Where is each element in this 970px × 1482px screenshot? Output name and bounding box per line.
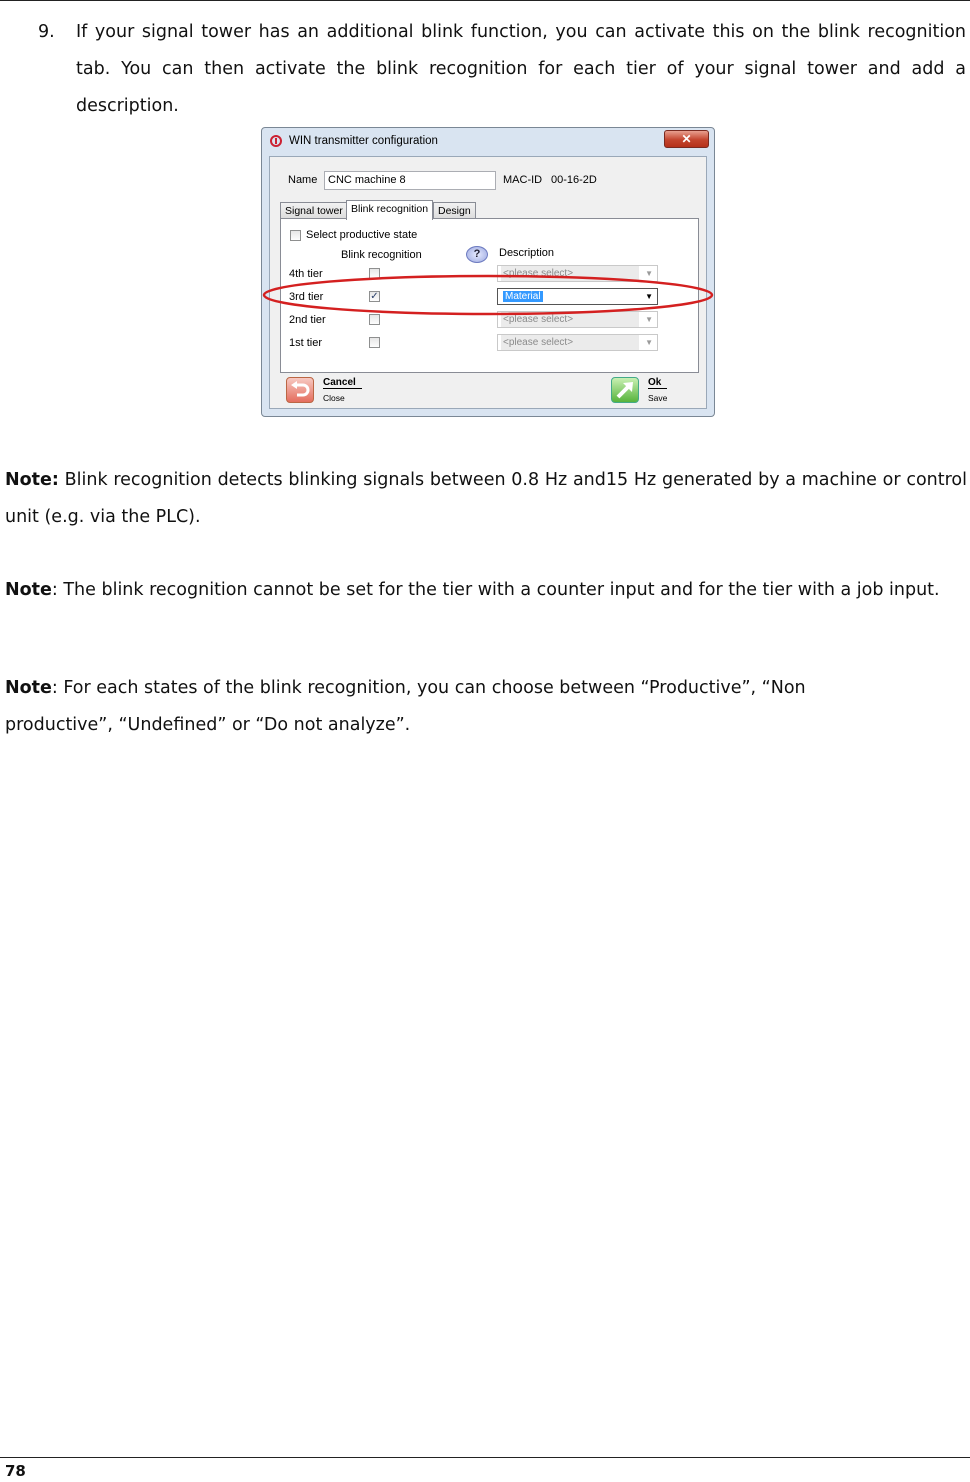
column-description: Description xyxy=(499,247,555,259)
tab-blink-recognition[interactable]: Blink recognition xyxy=(346,200,433,220)
dialog-titlebar xyxy=(262,128,714,156)
step-number: 9. xyxy=(38,22,55,42)
note-2-text: : The blink recognition cannot be set for the tier with a counter input and for the tier with a job input. xyxy=(51,580,940,600)
tier-3-checkbox[interactable]: ✓ xyxy=(370,291,379,302)
tier-2-label: 2nd tier xyxy=(289,314,326,326)
select-productive-label: Select productive state xyxy=(306,229,418,241)
tier-4-label: 4th tier xyxy=(289,268,323,280)
note-3 xyxy=(5,670,905,744)
name-label: Name xyxy=(288,174,318,186)
highlight-ellipse xyxy=(262,273,714,317)
chevron-down-icon: ▼ xyxy=(645,292,653,301)
cancel-label[interactable]: Cancel xyxy=(323,377,362,389)
step-text: If your signal tower has an additional blink function, you can activate this on the blink recognition tab. You can then activate the blink recognition for each tier of your signal tower and add a description. xyxy=(76,22,966,116)
cancel-sub-label: Close xyxy=(323,393,345,403)
name-field[interactable]: CNC machine 8 xyxy=(324,171,496,190)
tab-signal-tower[interactable]: Signal tower xyxy=(280,202,348,219)
help-icon[interactable]: ? xyxy=(466,246,488,263)
arrow-up-right-icon xyxy=(615,381,635,399)
close-button[interactable]: ✕ xyxy=(664,130,709,148)
note-2 xyxy=(5,572,967,609)
top-rule xyxy=(0,0,970,1)
dialog-title: WIN transmitter configuration xyxy=(289,135,438,147)
note-1 xyxy=(5,462,967,536)
chevron-down-icon: ▼ xyxy=(645,269,653,278)
ok-button[interactable] xyxy=(611,377,639,403)
tier-1-description-select[interactable] xyxy=(497,334,658,351)
note-3-prefix: Note xyxy=(5,678,52,698)
select-productive-checkbox[interactable] xyxy=(290,230,301,241)
tier-1-label: 1st tier xyxy=(289,337,323,349)
ok-sub-label: Save xyxy=(648,393,668,403)
note-3-text: : For each states of the blink recognition, you can choose between “Productive”, “Non productive”, “Undefined” or “Do not analyze”. xyxy=(5,678,806,735)
note-1-prefix: Note: xyxy=(5,470,59,490)
tier-1-description-value: <please select> xyxy=(501,335,639,350)
tier-3-description-value: Material xyxy=(505,291,541,302)
tier-2-description-value: <please select> xyxy=(501,312,639,327)
page-number: 78 xyxy=(5,1462,26,1480)
ok-label[interactable]: Ok xyxy=(648,377,667,389)
app-logo-icon xyxy=(270,135,282,147)
bottom-rule xyxy=(0,1457,970,1458)
note-2-prefix: Note xyxy=(5,580,52,600)
mac-label: MAC-ID xyxy=(503,174,543,186)
tier-3-label: 3rd tier xyxy=(289,291,324,303)
chevron-down-icon: ▼ xyxy=(645,338,653,347)
tab-design[interactable]: Design xyxy=(433,202,476,219)
note-1-text: Blink recognition detects blinking signals between 0.8 Hz and15 Hz generated by a machine or control unit (e.g. via the PLC). xyxy=(5,470,967,527)
cancel-button[interactable] xyxy=(286,377,314,403)
mac-value: 00-16-2D xyxy=(551,174,597,186)
chevron-down-icon: ▼ xyxy=(645,315,653,324)
column-blink-recognition: Blink recognition xyxy=(341,249,422,261)
tier-4-description-value: <please select> xyxy=(501,266,639,281)
tier-1-checkbox[interactable] xyxy=(369,337,380,348)
undo-arrow-icon xyxy=(290,381,310,399)
config-dialog xyxy=(261,127,715,417)
